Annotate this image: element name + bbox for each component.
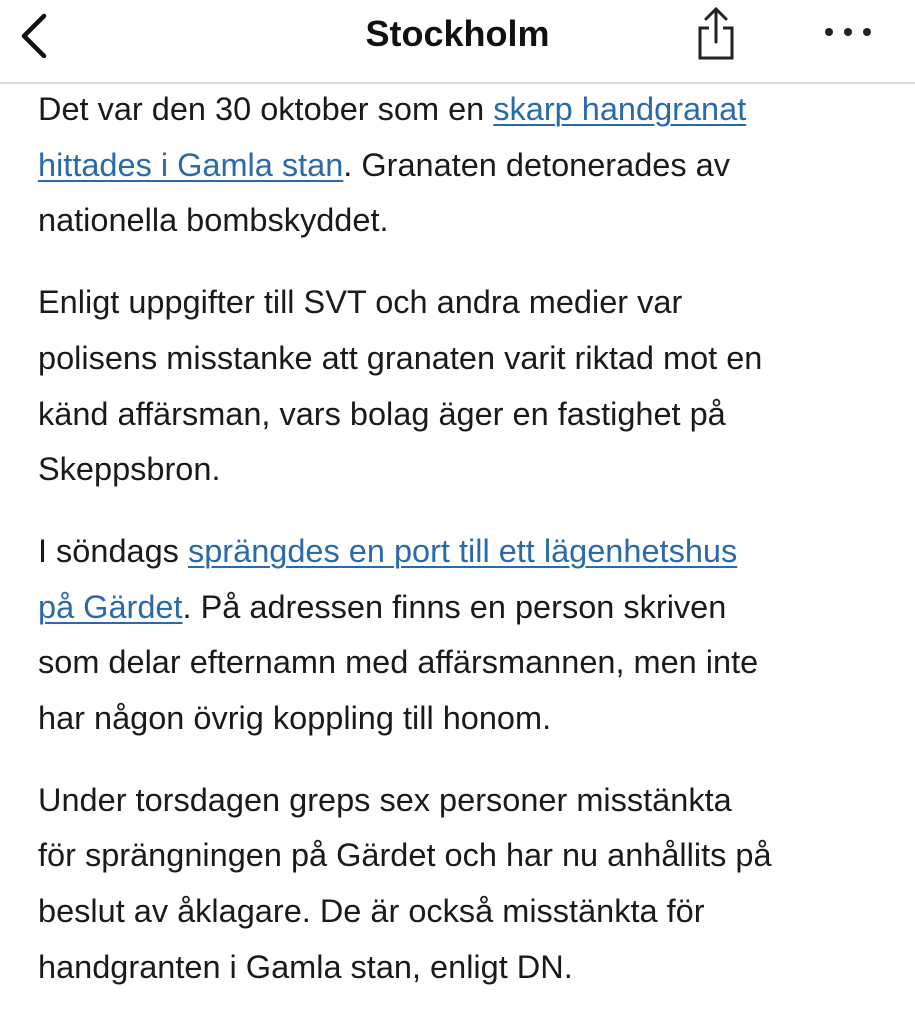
- article-paragraph: [38, 773, 898, 996]
- paragraph-text: handgranten i Gamla stan, enligt DN.: [38, 948, 573, 985]
- article-link[interactable]: skarp handgranat: [493, 91, 747, 127]
- paragraph-text: som delar efternamn med affärsmannen, men inte: [38, 644, 759, 681]
- nav-header: [0, 0, 915, 84]
- paragraph-text: har någon övrig koppling till honom.: [38, 700, 552, 737]
- paragraph-text: Skeppsbron.: [38, 451, 221, 488]
- article-paragraph: [38, 82, 898, 249]
- paragraph-text: polisens misstanke att granaten varit riktad mot en: [38, 339, 763, 376]
- article-body: [38, 82, 898, 1022]
- paragraph-text: Under torsdagen greps sex personer misstänkta: [38, 781, 732, 818]
- paragraph-text: känd affärsman, vars bolag äger en fastighet på: [38, 395, 726, 432]
- share-icon: [694, 6, 738, 62]
- ellipsis-icon: [822, 22, 874, 42]
- page-title: Stockholm: [365, 13, 550, 54]
- article-link[interactable]: sprängdes en port till ett lägenhetshus: [187, 532, 738, 569]
- article-link[interactable]: hittades i Gamla stan: [38, 146, 344, 183]
- paragraph-text: för sprängningen på Gärdet och har nu anhållits på: [38, 837, 772, 874]
- paragraph-text: . Granaten detonerades av: [343, 146, 730, 183]
- paragraph-text: nationella bombskyddet.: [38, 202, 389, 239]
- article-paragraph: [38, 524, 898, 747]
- article-paragraph: [38, 275, 898, 498]
- paragraph-text: . På adressen finns en person skriven: [182, 588, 727, 625]
- paragraph-text: beslut av åklagare. De är också misstänkta för: [38, 893, 705, 930]
- article-link[interactable]: på Gärdet: [38, 588, 183, 625]
- more-button[interactable]: [822, 22, 874, 42]
- paragraph-text: I söndags: [38, 532, 188, 569]
- paragraph-text: Det var den 30 oktober som en: [38, 91, 494, 127]
- paragraph-text: Enligt uppgifter till SVT och andra medier var: [38, 284, 683, 321]
- share-button[interactable]: [694, 6, 738, 62]
